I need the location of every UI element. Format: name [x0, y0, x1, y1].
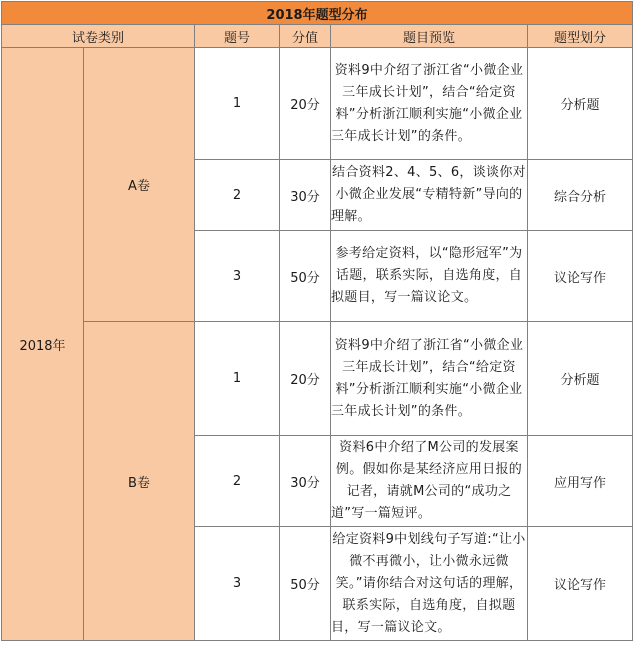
- question-preview: 给定资料9中划线句子写道:“让小微不再微小，让小微永远微笑。”请你结合对这句话的理解，联系实际，自选角度，自拟题目，写一篇议论文。: [331, 527, 528, 641]
- question-number: 3: [195, 231, 280, 322]
- title-row: [2, 2, 633, 25]
- year-cell: 2018年: [2, 48, 84, 641]
- question-preview: 资料9中介绍了浙江省“小微企业三年成长计划”，结合“给定资料”分析浙江顺利实施“小微企业三年成长计划”的条件。: [331, 322, 528, 436]
- question-number: 2: [195, 436, 280, 527]
- question-score: 20分: [280, 322, 331, 436]
- question-preview: 资料6中介绍了M公司的发展案例。假如你是某经济应用日报的记者，请就M公司的“成功之道”写一篇短评。: [331, 436, 528, 527]
- question-number: 2: [195, 160, 280, 231]
- question-type: 综合分析: [528, 160, 633, 231]
- question-type: 议论写作: [528, 527, 633, 641]
- header-type: 题型划分: [528, 25, 633, 48]
- question-type: 分析题: [528, 48, 633, 160]
- question-type: 议论写作: [528, 231, 633, 322]
- header-number: 题号: [195, 25, 280, 48]
- question-preview: 资料9中介绍了浙江省“小微企业三年成长计划”，结合“给定资料”分析浙江顺利实施“小微企业三年成长计划”的条件。: [331, 48, 528, 160]
- question-preview: 参考给定资料，以“隐形冠军”为话题，联系实际，自选角度，自拟题目，写一篇议论文。: [331, 231, 528, 322]
- question-score: 20分: [280, 48, 331, 160]
- question-score: 30分: [280, 436, 331, 527]
- table-title: 2018年题型分布: [2, 2, 633, 25]
- question-number: 1: [195, 48, 280, 160]
- table-row: [2, 48, 633, 160]
- question-preview: 结合资料2、4、5、6，谈谈你对小微企业发展“专精特新”导向的理解。: [331, 160, 528, 231]
- volume-a-cell: A卷: [84, 48, 195, 322]
- question-type: 应用写作: [528, 436, 633, 527]
- volume-b-cell: B卷: [84, 322, 195, 641]
- question-distribution-table: [1, 1, 633, 641]
- table-row: [2, 322, 633, 436]
- header-category: 试卷类别: [2, 25, 195, 48]
- header-preview: 题目预览: [331, 25, 528, 48]
- question-score: 30分: [280, 160, 331, 231]
- header-row: [2, 25, 633, 48]
- question-number: 1: [195, 322, 280, 436]
- question-type: 分析题: [528, 322, 633, 436]
- question-score: 50分: [280, 527, 331, 641]
- question-number: 3: [195, 527, 280, 641]
- question-score: 50分: [280, 231, 331, 322]
- header-score: 分值: [280, 25, 331, 48]
